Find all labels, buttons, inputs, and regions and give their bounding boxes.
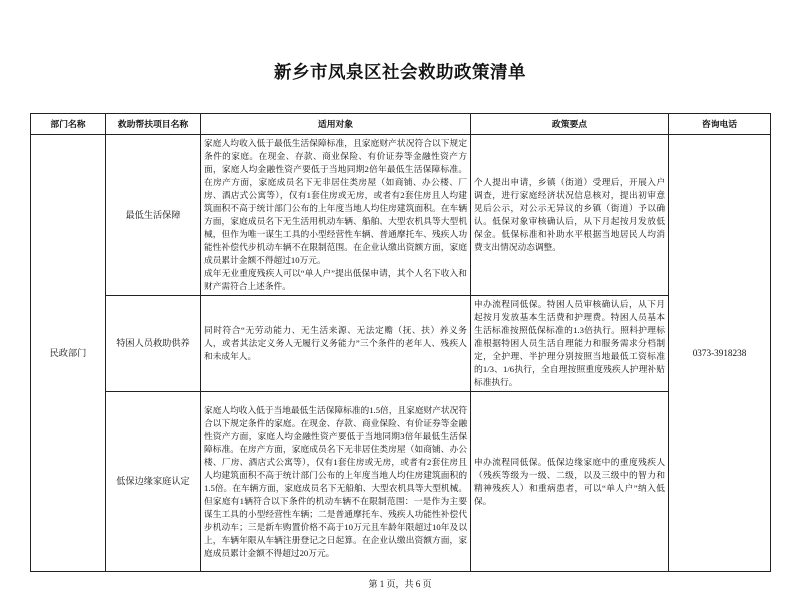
header-eligibility: 适用对象 xyxy=(201,114,471,135)
eligibility-paragraph: 家庭人均收入低于当地最低生活保障标准的1.5倍，且家庭财产状况符合以下规定条件的家庭。在现金、存款、商业保险、有价证券等金融性资产方面，家庭人均金融性资产要低于当地同期3倍年最低生活保障标准。在房产方面，家庭成员名下无非居住类房屋（如商铺、办公楼、厂房、酒店式公寓等），仅有1套住房或无房，或者有2套住房且人均建筑面积不高于统计部门公布的上年度当地人均住房建筑面积的1.5倍。在车辆方面，家庭成员名下无船舶、大型农机具等大型机械。但家庭有1辆符合以下条件的机动车辆不在限制范围：一是作为主要谋生工具的小型经营性车辆；二是普通摩托车、残疾人功能性补偿代步机动车；三是新车购置价格不高于10万元且车龄年限超过10年及以上，车辆年限从车辆注册登记之日起算。在企业认缴出资额方面，家庭成员累计金额不得超过20万元。 xyxy=(204,404,467,558)
table-body xyxy=(31,135,771,572)
header-policy: 政策要点 xyxy=(471,114,669,135)
department-cell: 民政部门 xyxy=(31,135,106,572)
program-name-cell: 低保边缘家庭认定 xyxy=(106,392,201,572)
table-row xyxy=(31,392,771,572)
header-department: 部门名称 xyxy=(31,114,106,135)
policy-cell: 申办流程同低保。特困人员审核确认后，从下月起按月发放基本生活费和护理费。特困人员基本生活标准按照低保标准的1.3倍执行。照料护理标准根据特困人员生活自理能力和服务需求分档制定，全护理、半护理分别按照当地最低工资标准的1/3、1/6执行，全自理按照重度残疾人护理补贴标准执行。 xyxy=(471,296,669,392)
program-name-cell: 最低生活保障 xyxy=(106,135,201,296)
eligibility-paragraph: 家庭人均收入低于最低生活保障标准，且家庭财产状况符合以下规定条件的家庭。在现金、存款、商业保险、有价证券等金融性资产方面，家庭人均金融性资产要低于当地同期2倍年最低生活保障标准。在房产方面，家庭成员名下无非居住类房屋（如商铺、办公楼、厂房、酒店式公寓等），仅有1套住房或无房，或者有2套住房且人均建筑面积不高于统计部门公布的上年度当地人均住房建筑面积。在车辆方面，家庭成员名下无生活用机动车辆、船舶、大型农机具等大型机械，但作为唯一谋生工具的小型经营性车辆、普通摩托车、残疾人功能性补偿代步机动车辆不在限制范围。在企业认缴出资额方面，家庭成员累计金额不得超过10万元。 xyxy=(204,138,467,265)
table-head xyxy=(31,114,771,135)
eligibility-paragraph: 成年无业重度残疾人可以“单人户”提出低保申请，其个人名下收入和财产需符合上述条件。 xyxy=(204,268,467,291)
table-row xyxy=(31,296,771,392)
table-row xyxy=(31,135,771,296)
document-title: 新乡市凤泉区社会救助政策清单 xyxy=(274,62,526,82)
table-header-row xyxy=(31,114,771,135)
phone-cell: 0373-3918238 xyxy=(669,135,771,572)
header-program: 救助帮扶项目名称 xyxy=(106,114,201,135)
policy-table xyxy=(30,113,771,572)
eligibility-cell xyxy=(201,135,471,296)
document-body xyxy=(30,113,770,590)
header-phone: 咨询电话 xyxy=(669,114,771,135)
eligibility-paragraph: 同时符合“无劳动能力、无生活来源、无法定赡（抚、扶）养义务人，或者其法定义务人无履行义务能力”三个条件的老年人、残疾人和未成年人。 xyxy=(204,325,467,361)
program-name-cell: 特困人员救助供养 xyxy=(106,296,201,392)
policy-cell: 申办流程同低保。低保边缘家庭中的重度残疾人（残疾等级为一级、二级，以及三级中的智力和精神残疾人）和重病患者，可以“单人户”纳入低保。 xyxy=(471,392,669,572)
eligibility-cell xyxy=(201,392,471,572)
page-footer: 第 1 页，共 6 页 xyxy=(368,579,432,589)
eligibility-cell xyxy=(201,296,471,392)
policy-cell: 个人提出申请，乡镇（街道）受理后，开展入户调查，进行家庭经济状况信息核对，提出初审意见后公示，对公示无异议的乡镇（街道）予以确认。低保对象审核确认后，从下月起按月发放低保金。低保标准和补助水平根据当地居民人均消费支出情况动态调整。 xyxy=(471,135,669,296)
